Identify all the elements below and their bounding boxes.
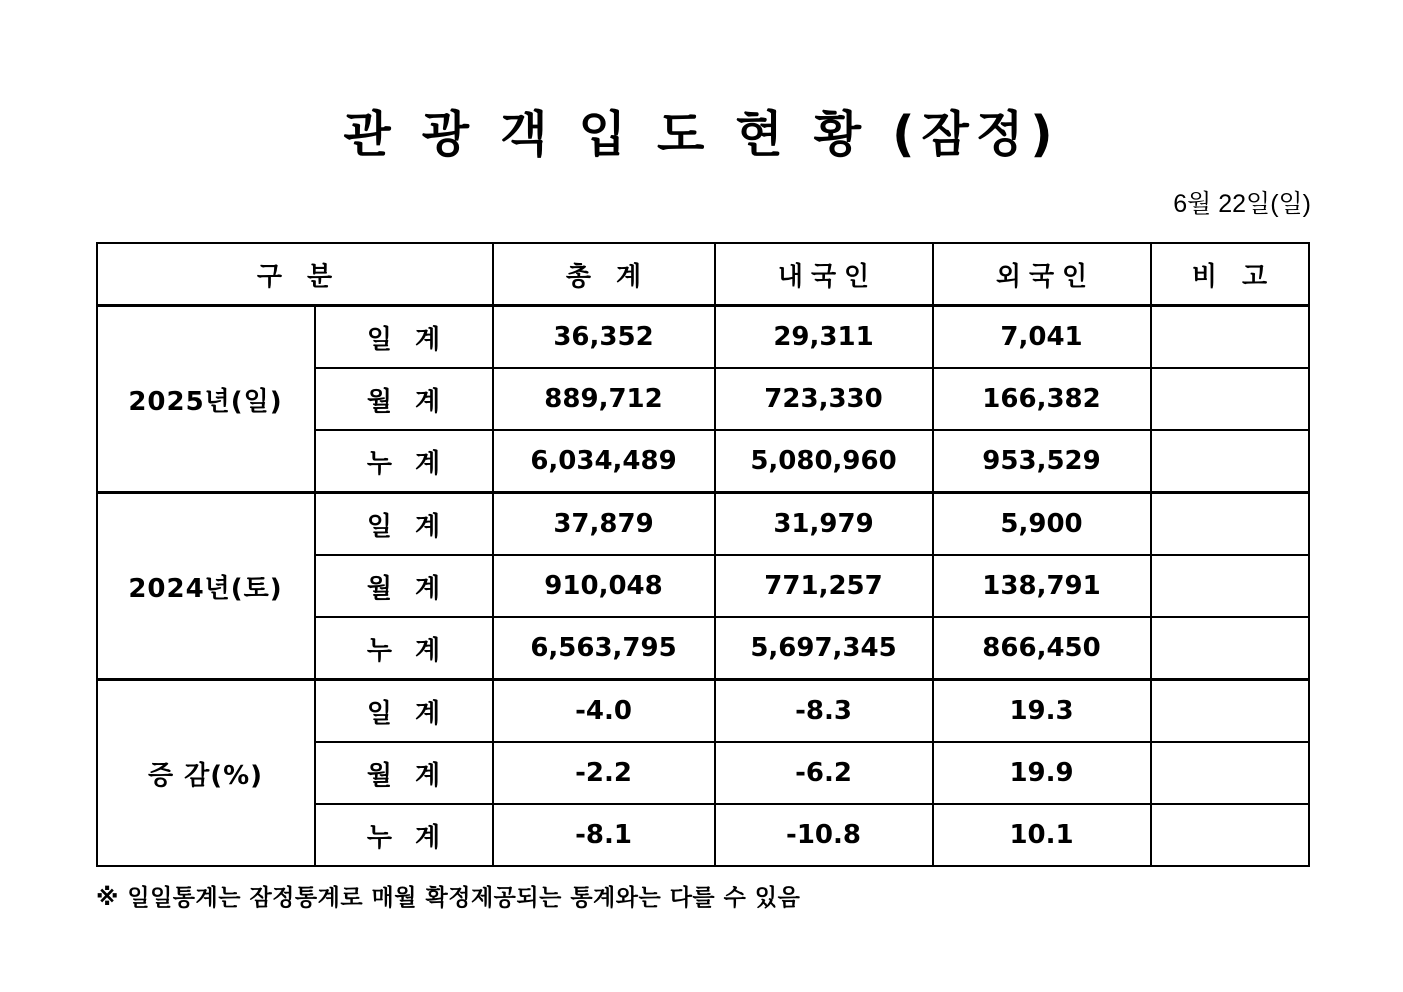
cell-note xyxy=(1151,306,1309,369)
cell-domestic: 771,257 xyxy=(715,555,933,617)
row-sub-label: 누 계 xyxy=(315,804,493,866)
cell-note xyxy=(1151,680,1309,743)
header-division: 구 분 xyxy=(97,243,493,306)
cell-foreign: 166,382 xyxy=(933,368,1151,430)
table-row xyxy=(97,306,1309,369)
cell-note xyxy=(1151,617,1309,680)
cell-domestic: -6.2 xyxy=(715,742,933,804)
footnote: ※ 일일통계는 잠정통계로 매월 확정제공되는 통계와는 다를 수 있음 xyxy=(96,885,801,911)
cell-foreign: 138,791 xyxy=(933,555,1151,617)
cell-foreign: 19.9 xyxy=(933,742,1151,804)
header-foreign: 외국인 xyxy=(933,243,1151,306)
row-sub-label: 일 계 xyxy=(315,306,493,369)
header-total: 총 계 xyxy=(493,243,715,306)
cell-domestic: 5,697,345 xyxy=(715,617,933,680)
table-row xyxy=(97,493,1309,556)
cell-domestic: 723,330 xyxy=(715,368,933,430)
cell-domestic: -10.8 xyxy=(715,804,933,866)
cell-total: 6,034,489 xyxy=(493,430,715,493)
cell-total: 37,879 xyxy=(493,493,715,556)
table-header xyxy=(97,243,1309,306)
cell-note xyxy=(1151,555,1309,617)
report-date: 6월 22일(일) xyxy=(1173,190,1311,218)
row-sub-label: 누 계 xyxy=(315,617,493,680)
header-note: 비 고 xyxy=(1151,243,1309,306)
statistics-table xyxy=(96,242,1310,867)
group-label-change: 증 감(%) xyxy=(97,680,315,867)
cell-note xyxy=(1151,493,1309,556)
row-sub-label: 월 계 xyxy=(315,368,493,430)
cell-total: -4.0 xyxy=(493,680,715,743)
cell-foreign: 10.1 xyxy=(933,804,1151,866)
cell-total: -2.2 xyxy=(493,742,715,804)
cell-domestic: -8.3 xyxy=(715,680,933,743)
table-header-row xyxy=(97,243,1309,306)
cell-note xyxy=(1151,804,1309,866)
table-row xyxy=(97,680,1309,743)
page-title: 관 광 객 입 도 현 황 (잠정) xyxy=(343,106,1060,163)
cell-note xyxy=(1151,430,1309,493)
group-label-2024: 2024년(토) xyxy=(97,493,315,680)
cell-total: 910,048 xyxy=(493,555,715,617)
cell-foreign: 953,529 xyxy=(933,430,1151,493)
table-body xyxy=(97,306,1309,867)
cell-domestic: 29,311 xyxy=(715,306,933,369)
row-sub-label: 일 계 xyxy=(315,680,493,743)
cell-total: 6,563,795 xyxy=(493,617,715,680)
cell-foreign: 5,900 xyxy=(933,493,1151,556)
cell-domestic: 31,979 xyxy=(715,493,933,556)
cell-total: 36,352 xyxy=(493,306,715,369)
group-label-2025: 2025년(일) xyxy=(97,306,315,493)
statistics-table-container xyxy=(96,242,1308,867)
row-sub-label: 월 계 xyxy=(315,555,493,617)
cell-foreign: 7,041 xyxy=(933,306,1151,369)
cell-total: -8.1 xyxy=(493,804,715,866)
cell-note xyxy=(1151,368,1309,430)
row-sub-label: 월 계 xyxy=(315,742,493,804)
cell-note xyxy=(1151,742,1309,804)
row-sub-label: 일 계 xyxy=(315,493,493,556)
cell-domestic: 5,080,960 xyxy=(715,430,933,493)
cell-total: 889,712 xyxy=(493,368,715,430)
row-sub-label: 누 계 xyxy=(315,430,493,493)
header-domestic: 내국인 xyxy=(715,243,933,306)
cell-foreign: 866,450 xyxy=(933,617,1151,680)
cell-foreign: 19.3 xyxy=(933,680,1151,743)
